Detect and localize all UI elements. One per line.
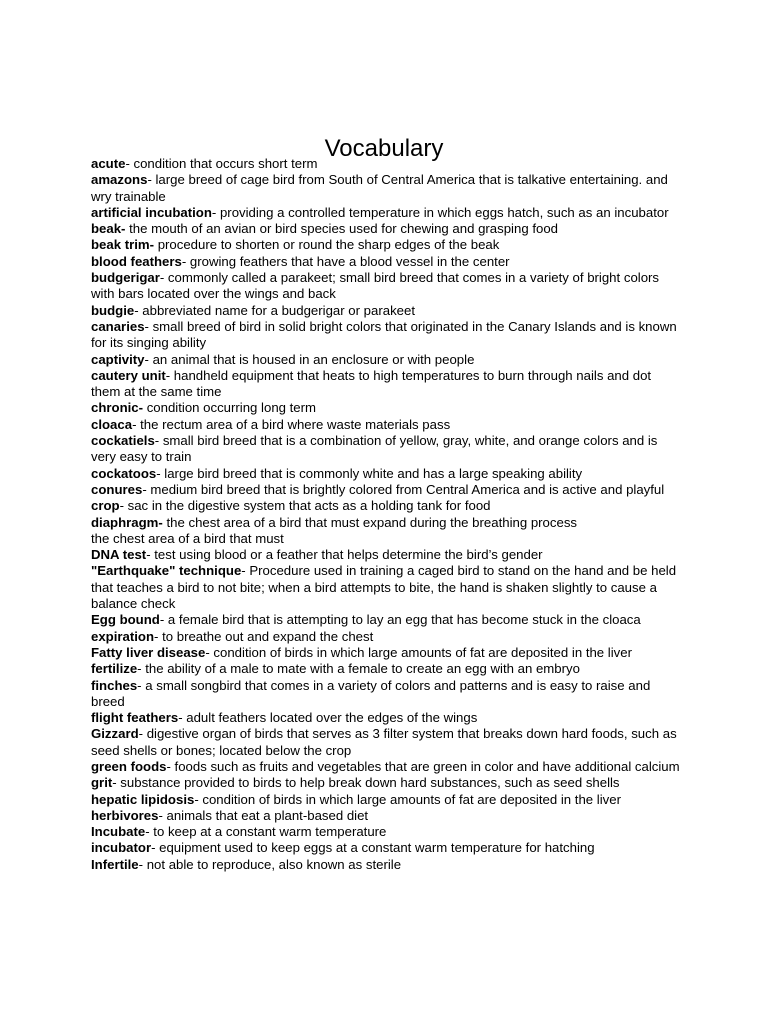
vocabulary-definition: - growing feathers that have a blood vessel in the center [181,253,510,269]
vocabulary-definition: - Procedure used in training a caged bird to stand on the hand and be held that teaches a bird to not bite; when a bird attempts to bite, the hand is shaken slightly to cause a balance check [91,563,677,612]
vocabulary-definition: condition occurring long term [143,400,317,416]
vocabulary-entry [91,840,681,856]
vocabulary-entry [91,254,681,270]
vocabulary-term: beak trim- [91,237,155,253]
vocabulary-term: finches [91,677,138,693]
vocabulary-term: captivity [91,351,145,367]
vocabulary-entry [91,433,681,466]
vocabulary-term: budgie [91,302,135,318]
vocabulary-term: cockatiels [91,433,155,449]
vocabulary-term: grit [91,775,113,791]
vocabulary-term: "Earthquake" technique [91,563,242,579]
vocabulary-entry [91,319,681,352]
vocabulary-entry [91,270,681,303]
vocabulary-term: artificial incubation [91,204,212,220]
vocabulary-entry [91,417,681,433]
vocabulary-definition: - sac in the digestive system that acts as a holding tank for food [119,498,491,514]
vocabulary-entry [91,498,681,514]
vocabulary-term: herbivores [91,807,159,823]
vocabulary-definition: the chest area of a bird that must [91,530,284,546]
vocabulary-term: diaphragm- [91,514,163,530]
vocabulary-entry [91,710,681,726]
vocabulary-definition: - condition of birds in which large amounts of fat are deposited in the liver [205,644,632,660]
vocabulary-entry [91,156,681,172]
vocabulary-definition: - animals that eat a plant-based diet [158,807,369,823]
vocabulary-entry [91,759,681,775]
vocabulary-entry [91,172,681,205]
vocabulary-entry [91,205,681,221]
vocabulary-definition: - substance provided to birds to help break down hard substances, such as seed shells [112,775,620,791]
vocabulary-term: Fatty liver disease [91,644,206,660]
vocabulary-entry [91,352,681,368]
vocabulary-term: flight feathers [91,710,179,726]
vocabulary-term: canaries [91,318,145,334]
vocabulary-entry [91,368,681,401]
vocabulary-definition: - large bird breed that is commonly white and has a large speaking ability [156,465,583,481]
vocabulary-entry [91,661,681,677]
vocabulary-term: fertilize [91,661,138,677]
vocabulary-term: conures [91,481,143,497]
vocabulary-entry [91,400,681,416]
vocabulary-entry [91,563,681,612]
vocabulary-term: incubator [91,840,152,856]
vocabulary-list [91,156,681,873]
vocabulary-definition: - the ability of a male to mate with a female to create an egg with an embryo [137,661,580,677]
vocabulary-entry [91,612,681,628]
vocabulary-entry [91,645,681,661]
vocabulary-entry [91,726,681,759]
vocabulary-definition: - not able to reproduce, also known as sterile [138,856,402,872]
vocabulary-term: cockatoos [91,465,157,481]
vocabulary-definition: the chest area of a bird that must expand during the breathing process [162,514,578,530]
vocabulary-definition: - adult feathers located over the edges of the wings [178,710,478,726]
vocabulary-entry [91,824,681,840]
vocabulary-entry [91,547,681,563]
vocabulary-definition: - medium bird breed that is brightly colored from Central America and is active and playful [142,481,665,497]
vocabulary-term: Egg bound [91,612,160,628]
vocabulary-entry [91,775,681,791]
vocabulary-entry [91,515,681,531]
vocabulary-entry [91,237,681,253]
vocabulary-definition: - commonly called a parakeet; small bird breed that comes in a variety of bright colors with bars located over the wings and back [91,270,660,302]
vocabulary-definition: - the rectum area of a bird where waste materials pass [132,416,451,432]
vocabulary-definition: - abbreviated name for a budgerigar or parakeet [134,302,416,318]
vocabulary-definition: procedure to shorten or round the sharp edges of the beak [154,237,500,253]
vocabulary-definition: - test using blood or a feather that helps determine the bird’s gender [146,547,543,563]
vocabulary-term: cautery unit [91,367,166,383]
vocabulary-entry [91,482,681,498]
vocabulary-entry [91,531,681,547]
vocabulary-definition: - to breathe out and expand the chest [154,628,374,644]
vocabulary-entry [91,221,681,237]
vocabulary-term: acute [91,156,126,171]
page-title: Vocabulary [324,135,444,163]
vocabulary-term: Incubate [91,824,146,840]
vocabulary-term: DNA test [91,547,147,563]
vocabulary-definition: - an animal that is housed in an enclosure or with people [144,351,475,367]
vocabulary-term: cloaca [91,416,133,432]
vocabulary-definition: - providing a controlled temperature in which eggs hatch, such as an incubator [211,204,669,220]
vocabulary-definition: - condition of birds in which large amounts of fat are deposited in the liver [194,791,621,807]
vocabulary-term: budgerigar [91,270,160,286]
vocabulary-entry [91,629,681,645]
vocabulary-definition: - small breed of bird in solid bright colors that originated in the Canary Islands and is known for its singing ability [91,318,677,351]
vocabulary-definition: - a small songbird that comes in a variety of colors and patterns and is easy to raise and breed [91,677,651,709]
vocabulary-term: Infertile [91,856,139,872]
vocabulary-definition: - condition that occurs short term [125,156,318,171]
vocabulary-entry [91,466,681,482]
vocabulary-definition: - a female bird that is attempting to lay an egg that has become stuck in the cloaca [159,612,641,628]
vocabulary-term: Gizzard [91,726,139,742]
vocabulary-entry [91,792,681,808]
vocabulary-entry [91,678,681,711]
vocabulary-definition: - large breed of cage bird from South of Central America that is talkative entertaining. and wry trainable [91,172,668,204]
vocabulary-term: chronic- [91,400,144,416]
vocabulary-definition: - handheld equipment that heats to high temperatures to burn through nails and dot them at the same time [91,367,652,400]
vocabulary-definition: - digestive organ of birds that serves as 3 filter system that breaks down hard foods, such as seed shells or bones; located below the crop [91,726,677,758]
vocabulary-definition: - to keep at a constant warm temperature [145,824,387,840]
vocabulary-definition: - equipment used to keep eggs at a constant warm temperature for hatching [151,840,595,856]
vocabulary-term: expiration [91,628,155,644]
vocabulary-definition: - foods such as fruits and vegetables that are green in color and have additional calcium [166,758,680,774]
vocabulary-term: beak- [91,221,126,237]
vocabulary-definition: the mouth of an avian or bird species used for chewing and grasping food [125,221,558,237]
vocabulary-term: amazons [91,172,148,188]
vocabulary-entry [91,303,681,319]
vocabulary-definition: - small bird breed that is a combination of yellow, gray, white, and orange colors and is very easy to train [91,433,658,465]
vocabulary-term: crop [91,498,120,514]
vocabulary-entry [91,857,681,873]
vocabulary-term: blood feathers [91,253,182,269]
vocabulary-entry [91,808,681,824]
vocabulary-term: green foods [91,758,167,774]
vocabulary-term: hepatic lipidosis [91,791,195,807]
